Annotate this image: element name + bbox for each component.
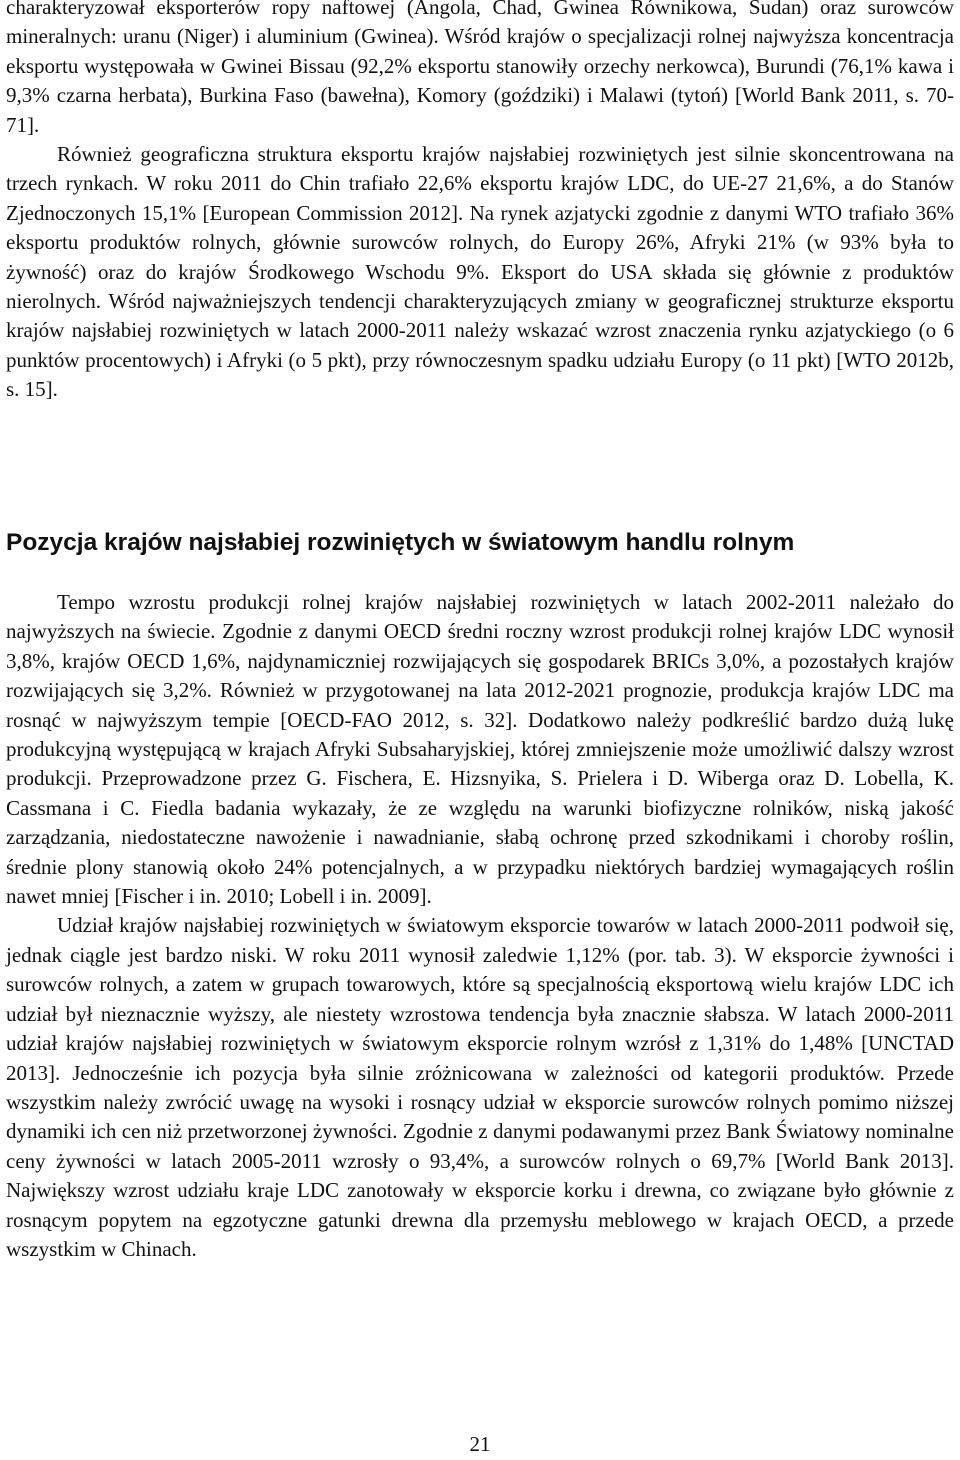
body-text-bottom <box>6 588 954 1264</box>
paragraph-production-growth: Tempo wzrostu produkcji rolnej krajów najsłabiej rozwiniętych w latach 2002-2011 należało do najwyższych na świecie. Zgodnie z danymi OECD średni roczny wzrost produkcji rolnej krajów LDC wynosił 3,8%, krajów OECD 1,6%, najdynamiczniej rozwijających się gospodarek BRICs 3,0%, a pozostałych krajów rozwijających się 3,2%. Również w przygotowanej na lata 2012-2021 prognozie, produkcja krajów LDC ma rosnąć w najwyższym tempie [OECD-FAO 2012, s. 32]. Dodatkowo należy podkreślić bardzo dużą lukę produkcyjną występującą w krajach Afryki Subsaharyjskiej, której zmniejszenie może umożliwić dalszy wzrost produkcji. Przeprowadzone przez G. Fischera, E. Hizsnyika, S. Prielera i D. Wiberga oraz D. Lobella, K. Cassmana i C. Fiedla badania wykazały, że ze względu na warunki biofizyczne rolników, niską jakość zarządzania, niedostateczne nawożenie i nawadnianie, słabą ochronę przed szkodnikami i choroby roślin, średnie plony stanowią około 24% potencjalnych, a w przypadku niektórych bardziej wymagających roślin nawet mniej [Fischer i in. 2010; Lobell i in. 2009]. <box>6 590 954 909</box>
body-text-top <box>6 0 954 405</box>
paragraph-continuation: charakteryzował eksporterów ropy naftowej (Angola, Chad, Gwinea Równikowa, Sudan) oraz surowców mineralnych: uranu (Niger) i aluminium (Gwinea). Wśród krajów o specjalizacji rolnej najwyższa koncentracja eksportu występowała w Gwinei Bissau (92,2% eksportu stanowiły orzechy nerkowca), Burundi (76,1% kawa i 9,3% czarna herbata), Burkina Faso (bawełna), Komory (goździki) i Malawi (tytoń) [World Bank 2011, s. 70-71]. <box>6 0 954 137</box>
section-heading: Pozycja krajów najsłabiej rozwiniętych w światowym handlu rolnym <box>6 529 795 556</box>
paragraph-geographic-structure: Również geograficzna struktura eksportu krajów najsłabiej rozwiniętych jest silnie skoncentrowana na trzech rynkach. W roku 2011 do Chin trafiało 22,6% eksportu krajów LDC, do UE-27 21,6%, a do Stanów Zjednoczonych 15,1% [European Commission 2012]. Na rynek azjatycki zgodnie z danymi WTO trafiało 36% eksportu produktów rolnych, głównie surowców rolnych, do Europy 26%, Afryki 21% (w 93% była to żywność) oraz do krajów Środkowego Wschodu 9%. Eksport do USA składa się głównie z produktów nierolnych. Wśród najważniejszych tendencji charakteryzujących zmiany w geograficznej strukturze eksportu krajów najsłabiej rozwiniętych w latach 2000-2011 należy wskazać wzrost znaczenia rynku azjatyckiego (o 6 punktów procentowych) i Afryki (o 5 pkt), przy równoczesnym spadku udziału Europy (o 11 pkt) [WTO 2012b, s. 15]. <box>6 142 954 402</box>
page-number: 21 <box>469 1432 491 1456</box>
paragraph-export-share: Udział krajów najsłabiej rozwiniętych w światowym eksporcie towarów w latach 2000-2011 podwoił się, jednak ciągle jest bardzo niski. W roku 2011 wynosił zaledwie 1,12% (por. tab. 3). W eksporcie żywności i surowców rolnych, a zatem w grupach towarowych, które są specjalnością eksportową wielu krajów LDC ich udział był nieznacznie wyższy, ale niestety wzrostowa tendencja była znacznie słabsza. W latach 2000-2011 udział krajów najsłabiej rozwiniętych w światowym eksporcie rolnym wzrósł z 1,31% do 1,48% [UNCTAD 2013]. Jednocześnie ich pozycja była silnie zróżnicowana w zależności od kategorii produktów. Przede wszystkim należy zwrócić uwagę na wysoki i rosnący udział w eksporcie surowców rolnych pomimo niższej dynamiki ich cen niż przetworzonej żywności. Zgodnie z danymi podawanymi przez Bank Światowy nominalne ceny żywności w latach 2005-2011 wzrosły o 93,4%, a surowców rolnych o 69,7% [World Bank 2013]. Największy wzrost udziału kraje LDC zanotowały w eksporcie korku i drewna, co związane było głównie z rosnącym popytem na egzotyczne gatunki drewna dla przemysłu meblowego w krajach OECD, a przede wszystkim w Chinach. <box>6 913 954 1261</box>
